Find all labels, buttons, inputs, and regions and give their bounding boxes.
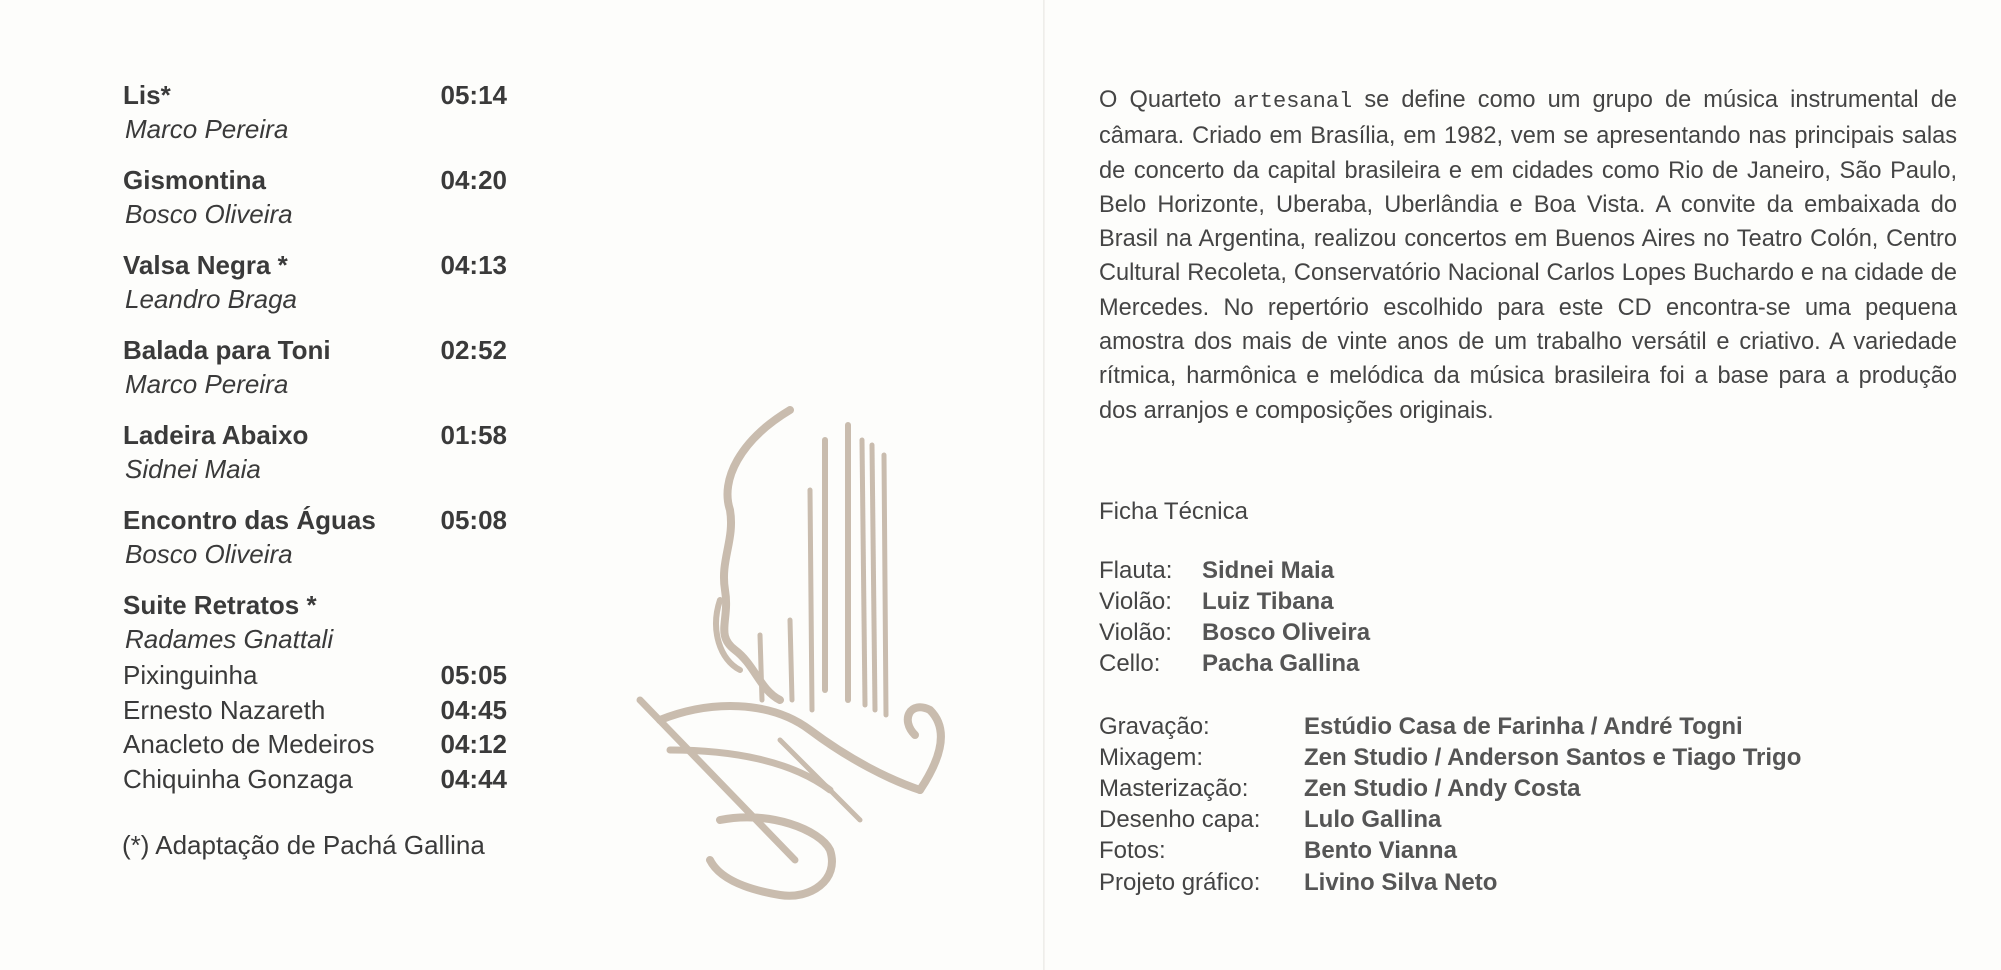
suite-block (123, 590, 523, 798)
credit-role: Desenho capa: (1099, 806, 1261, 833)
track-composer: Marco Pereira (125, 114, 289, 144)
movement-duration: 05:05 (440, 660, 507, 690)
credit-name: Luiz Tibana (1202, 588, 1334, 615)
about-prefix: O Quarteto (1099, 87, 1222, 113)
track-composer: Sidnei Maia (125, 454, 261, 484)
suite-movement (123, 764, 523, 799)
credit-role: Flauta: (1099, 557, 1173, 584)
track-title: Gismontina (123, 165, 267, 195)
track-title: Lis* (123, 80, 171, 110)
track-row (123, 250, 523, 335)
group-name: artesanal (1233, 89, 1353, 114)
credit-name: Bosco Oliveira (1202, 619, 1371, 646)
track-duration: 05:08 (440, 505, 507, 535)
track-row (123, 80, 523, 165)
track-composer: Bosco Oliveira (125, 539, 293, 569)
track-title: Balada para Toni (123, 335, 331, 365)
credit-name: Livino Silva Neto (1304, 869, 1498, 896)
track-composer: Marco Pereira (125, 369, 289, 399)
credit-role: Fotos: (1099, 837, 1166, 864)
track-duration: 04:13 (440, 250, 507, 280)
track-duration: 02:52 (440, 335, 507, 365)
suite-movement (123, 695, 523, 730)
credit-name: Bento Vianna (1304, 837, 1457, 864)
movement-duration: 04:45 (440, 694, 507, 725)
credit-name: Zen Studio / Andy Costa (1304, 775, 1581, 802)
movement-duration: 04:44 (440, 763, 507, 794)
movement-duration: 04:12 (440, 729, 507, 759)
credit-role: Cello: (1099, 650, 1161, 677)
footnote: (*) Adaptação de Pachá Gallina (122, 830, 485, 860)
about-text: se define como um grupo de música instrumental de câmara. Criado em Brasília, em 1982, vem se apresentando nas principais salas de concerto da capital brasileira e em cidades como Rio de Janeiro, São Paulo, Belo Horizonte, Uberaba, Uberlândia e Boa Vista. A convite da embaixada do Brasil na Argentina, realizou concertos em Buenos Aires no Teatro Colón, Centro Cultural Recoleta, Conservatório Nacional Carlos Lopes Buchardo e na cidade de Mercedes. No repertório escolhido para este CD encontra-se uma pequena amostra dos mais de vinte anos de um trabalho versátil e criativo. A variedade rítmica, harmônica e melódica da música brasileira foi a base para a produção dos arranjos e composições originais. (1099, 87, 1958, 424)
credits-heading: Ficha Técnica (1099, 498, 1248, 525)
track-duration: 01:58 (440, 420, 507, 450)
credit-role: Projeto gráfico: (1099, 869, 1261, 896)
track-row (123, 420, 523, 505)
credit-name: Sidnei Maia (1202, 557, 1335, 584)
track-composer: Bosco Oliveira (125, 199, 293, 229)
movement-name: Ernesto Nazareth (123, 694, 326, 725)
track-row (123, 165, 523, 250)
credit-name: Estúdio Casa de Farinha / André Togni (1304, 713, 1743, 740)
credit-name: Zen Studio / Anderson Santos e Tiago Trigo (1304, 744, 1802, 771)
cello-line-drawing-icon (620, 400, 960, 910)
suite-title: Suite Retratos * (123, 590, 317, 620)
track-row (123, 335, 523, 420)
credit-role: Violão: (1099, 619, 1172, 646)
track-title: Encontro das Águas (123, 505, 376, 535)
movement-name: Chiquinha Gonzaga (123, 763, 353, 794)
credit-name: Lulo Gallina (1304, 806, 1442, 833)
credit-role: Gravação: (1099, 713, 1210, 740)
credit-role: Violão: (1099, 588, 1172, 615)
track-title: Valsa Negra * (123, 250, 288, 280)
suite-movement (123, 660, 523, 695)
track-title: Ladeira Abaixo (123, 420, 309, 450)
track-composer: Leandro Braga (125, 284, 298, 314)
credit-role: Masterização: (1099, 775, 1249, 802)
track-duration: 04:20 (440, 165, 507, 195)
tracklist (123, 80, 523, 798)
movement-name: Pixinguinha (123, 660, 258, 690)
track-duration: 05:14 (440, 80, 507, 110)
credit-name: Pacha Gallina (1202, 650, 1360, 677)
suite-composer: Radames Gnattali (125, 624, 334, 654)
page-fold (1043, 0, 1045, 970)
suite-movement (123, 729, 523, 764)
credit-role: Mixagem: (1099, 744, 1204, 771)
about-paragraph (1099, 83, 1957, 428)
movement-name: Anacleto de Medeiros (123, 729, 375, 759)
track-row (123, 505, 523, 590)
